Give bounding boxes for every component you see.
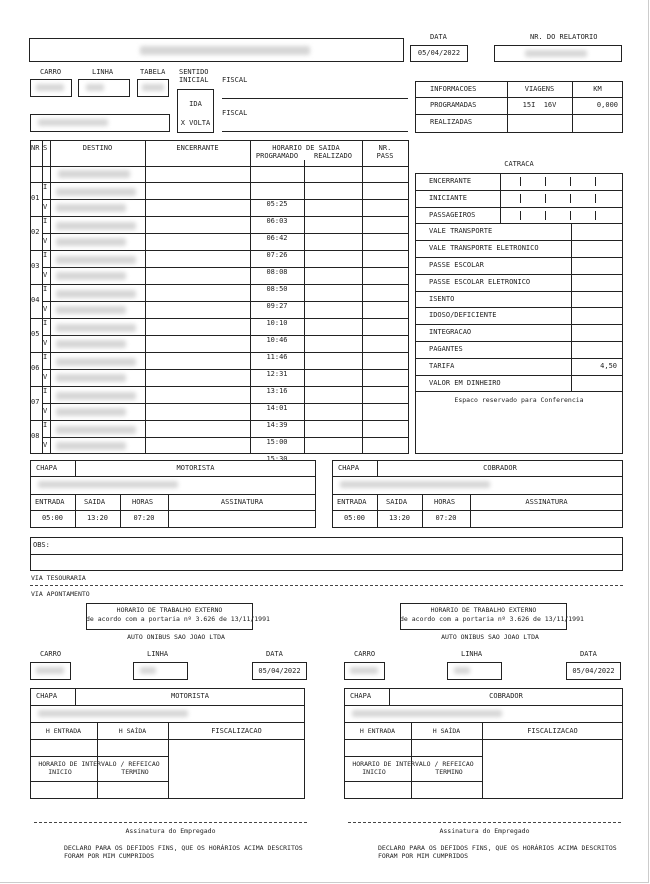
cob-entrada-value: 05:00 bbox=[343, 514, 366, 522]
fiscal-label-2: FISCAL bbox=[222, 109, 248, 117]
info-header-viagens: VIAGENS bbox=[524, 85, 555, 93]
fiscal-line-1 bbox=[222, 98, 408, 99]
signature-label: Assinatura do Empregado bbox=[125, 827, 216, 835]
slip-intervalo-title: HORARIO DE INTERVALO / REFEICAO bbox=[352, 760, 474, 768]
direction-i: I bbox=[43, 251, 48, 259]
trip-number: 07 bbox=[31, 398, 40, 406]
slip-fiscalizacao: FISCALIZACAO bbox=[211, 727, 262, 735]
fiscal-line-2 bbox=[222, 131, 408, 132]
slip-data-value: 05/04/2022 bbox=[572, 667, 615, 675]
mot-entrada-label: ENTRADA bbox=[35, 498, 65, 506]
col-encerrante: ENCERRANTE bbox=[176, 144, 219, 152]
redacted-slip-linha bbox=[454, 667, 470, 674]
trip-number: 05 bbox=[31, 330, 40, 338]
redacted-destino bbox=[56, 306, 126, 314]
catraca-counter-label: PASSAGEIROS bbox=[429, 210, 476, 219]
slip-linha-label: LINHA bbox=[147, 650, 169, 658]
slip-data-label: DATA bbox=[580, 650, 597, 658]
redacted-destino bbox=[56, 426, 136, 434]
info-programadas-viagens: 15I 16V bbox=[522, 101, 557, 109]
data-label: DATA bbox=[430, 33, 447, 41]
cob-horas-label: HORAS bbox=[434, 498, 456, 506]
direction-i: I bbox=[43, 319, 48, 327]
declaro-line-1: DECLARO PARA OS DEFIDOS FINS, QUE OS HORÁRIOS ACIMA DESCRITOS bbox=[378, 844, 617, 852]
programado-time: 15:00 bbox=[266, 438, 288, 446]
slip-linha-label: LINHA bbox=[461, 650, 483, 658]
cob-assinatura-label: ASSINATURA bbox=[525, 498, 568, 506]
signature-label: Assinatura do Empregado bbox=[439, 827, 530, 835]
redacted-slip-name bbox=[352, 710, 502, 717]
direction-v: V bbox=[43, 271, 48, 279]
redacted-destino bbox=[56, 238, 126, 246]
redacted-company-name bbox=[140, 46, 310, 55]
catraca-counter-label: INICIANTE bbox=[429, 193, 467, 202]
redacted-destino bbox=[56, 392, 136, 400]
cob-horas-value: 07:20 bbox=[435, 514, 457, 522]
redacted-destino bbox=[56, 290, 136, 298]
redacted-linha bbox=[86, 84, 104, 91]
catraca-item-label: VALE TRANSPORTE ELETRONICO bbox=[429, 244, 539, 253]
redacted-destino bbox=[56, 188, 136, 196]
direction-v: V bbox=[43, 305, 48, 313]
carro-label: CARRO bbox=[40, 68, 62, 76]
programado-time: 05:25 bbox=[266, 200, 288, 208]
cob-chapa-label: CHAPA bbox=[338, 464, 360, 472]
programado-time: 07:26 bbox=[266, 251, 288, 259]
direction-i: I bbox=[43, 183, 48, 191]
horario-externo-sub: de acordo com a portaria nº 3.626 de 13/11/1991 bbox=[86, 615, 270, 623]
horario-externo-title: HORARIO DE TRABALHO EXTERNO bbox=[116, 606, 223, 614]
col-s: S bbox=[43, 144, 48, 152]
col-nr: NR bbox=[31, 144, 40, 152]
col-destino: DESTINO bbox=[82, 144, 113, 152]
direction-v: V bbox=[43, 203, 48, 211]
info-row-programadas: PROGRAMADAS bbox=[430, 101, 477, 109]
slip-chapa-label: CHAPA bbox=[350, 692, 372, 700]
programado-time: 06:42 bbox=[266, 234, 288, 242]
redacted-destino bbox=[56, 340, 126, 348]
slip-h-saida: H SAÍDA bbox=[432, 727, 461, 735]
redacted-destino bbox=[56, 272, 126, 280]
slip-termino: TERMINO bbox=[121, 768, 149, 776]
redacted-carro bbox=[36, 84, 64, 91]
programado-time: 14:39 bbox=[266, 421, 288, 429]
via-tesouraria: VIA TESOURARIA bbox=[31, 574, 86, 582]
catraca-item-label: INTEGRACAO bbox=[429, 328, 472, 337]
direction-i: I bbox=[43, 285, 48, 293]
slip-inicio: INICIO bbox=[48, 768, 72, 776]
company-name: AUTO ONIBUS SAO JOAO LTDA bbox=[127, 633, 225, 641]
catraca-item-label: ISENTO bbox=[429, 294, 455, 303]
mot-saida-value: 13:20 bbox=[86, 514, 109, 522]
signature-line bbox=[34, 822, 307, 823]
direction-i: I bbox=[43, 421, 48, 429]
programado-time: 06:03 bbox=[266, 217, 288, 225]
info-row-realizadas: REALIZADAS bbox=[430, 118, 473, 126]
sentido-volta: X VOLTA bbox=[180, 119, 211, 127]
trip-number: 02 bbox=[31, 228, 40, 236]
info-header-informacoes: INFORMACOES bbox=[430, 85, 477, 93]
slip-motorista-title: MOTORISTA bbox=[171, 692, 209, 700]
slip-data-label: DATA bbox=[266, 650, 283, 658]
trip-number: 03 bbox=[31, 262, 40, 270]
declaro-line-1: DECLARO PARA OS DEFIDOS FINS, QUE OS HORÁRIOS ACIMA DESCRITOS bbox=[64, 844, 303, 852]
slip-data-value: 05/04/2022 bbox=[258, 667, 301, 675]
col-realizado: REALIZADO bbox=[314, 152, 352, 160]
horario-externo-sub: de acordo com a portaria nº 3.626 de 13/11/1991 bbox=[400, 615, 584, 623]
catraca-reserved: Espaco reservado para Conferencia bbox=[454, 396, 584, 404]
cob-entrada-label: ENTRADA bbox=[337, 498, 367, 506]
col-horario: HORARIO DE SAIDA bbox=[272, 144, 340, 152]
direction-i: I bbox=[43, 217, 48, 225]
redacted-motorista-name bbox=[38, 119, 108, 126]
redacted-destino bbox=[56, 204, 126, 212]
horario-externo-title: HORARIO DE TRABALHO EXTERNO bbox=[430, 606, 537, 614]
company-name: AUTO ONIBUS SAO JOAO LTDA bbox=[441, 633, 539, 641]
via-apontamento: VIA APONTAMENTO bbox=[31, 590, 90, 598]
col-programado: PROGRAMADO bbox=[255, 152, 299, 160]
redacted-slip-carro bbox=[350, 667, 378, 674]
programado-time: 15:30 bbox=[266, 455, 288, 463]
mot-assinatura-label: ASSINATURA bbox=[220, 498, 264, 506]
mot-title: MOTORISTA bbox=[176, 464, 215, 472]
direction-v: V bbox=[43, 441, 48, 449]
direction-v: V bbox=[43, 407, 48, 415]
cob-title: COBRADOR bbox=[483, 464, 517, 472]
signature-line bbox=[348, 822, 621, 823]
redacted-destino bbox=[56, 408, 126, 416]
programado-time: 13:16 bbox=[266, 387, 288, 395]
catraca-counter-label: ENCERRANTE bbox=[429, 177, 472, 185]
redacted-slip-linha bbox=[140, 667, 156, 674]
catraca-item-label: PASSE ESCOLAR bbox=[429, 261, 484, 269]
programado-time: 10:10 bbox=[266, 319, 288, 327]
redacted-slip-carro bbox=[36, 667, 64, 674]
programado-time: 08:50 bbox=[266, 285, 288, 293]
slip-termino: TERMINO bbox=[435, 768, 463, 776]
programado-time: 11:46 bbox=[266, 353, 288, 361]
redacted-slip-name bbox=[38, 710, 188, 717]
programado-time: 09:27 bbox=[266, 302, 288, 310]
programado-time: 10:46 bbox=[266, 336, 288, 344]
cob-saida-value: 13:20 bbox=[388, 514, 411, 522]
data-value: 05/04/2022 bbox=[417, 49, 461, 57]
redacted-cob-name bbox=[340, 481, 490, 488]
redacted-destino bbox=[56, 442, 126, 450]
redacted-destino bbox=[56, 324, 136, 332]
direction-v: V bbox=[43, 373, 48, 381]
slip-h-saida: H SAÍDA bbox=[118, 727, 147, 735]
info-header-km: KM bbox=[593, 85, 602, 93]
catraca-item-label: TARIFA bbox=[429, 361, 455, 370]
slip-fiscalizacao: FISCALIZACAO bbox=[527, 727, 578, 735]
slip-h-entrada: H ENTRADA bbox=[359, 727, 396, 735]
info-programadas-km: 0,000 bbox=[596, 101, 618, 109]
redacted-destino bbox=[58, 170, 130, 178]
col-nr-pass: NR. PASS bbox=[376, 144, 394, 160]
catraca-item-label: PAGANTES bbox=[429, 345, 463, 353]
trip-number: 08 bbox=[31, 432, 40, 440]
direction-v: V bbox=[43, 339, 48, 347]
trip-number: 06 bbox=[31, 364, 40, 372]
slip-carro-label: CARRO bbox=[40, 650, 62, 658]
catraca-item-label: VALOR EM DINHEIRO bbox=[429, 378, 501, 387]
slip-carro-label: CARRO bbox=[354, 650, 376, 658]
obs-label: OBS: bbox=[33, 541, 50, 549]
programado-time: 14:01 bbox=[266, 404, 288, 412]
catraca-title: CATRACA bbox=[504, 160, 534, 168]
slip-cobrador-title: COBRADOR bbox=[489, 692, 523, 700]
trip-number: 04 bbox=[31, 296, 40, 304]
programado-time: 08:08 bbox=[266, 268, 288, 276]
sentido-label: SENTIDO INICIAL bbox=[179, 68, 209, 84]
catraca-item-label: PASSE ESCOLAR ELETRONICO bbox=[429, 277, 531, 286]
nr-relatorio-label: NR. DO RELATORIO bbox=[530, 33, 598, 41]
mot-horas-label: HORAS bbox=[132, 498, 154, 506]
redacted-destino bbox=[56, 256, 136, 264]
mot-horas-value: 07:20 bbox=[133, 514, 155, 522]
slip-intervalo-title: HORARIO DE INTERVALO / REFEICAO bbox=[38, 760, 160, 768]
catraca-item-label: IDOSO/DEFICIENTE bbox=[429, 311, 497, 320]
declaro-line-2: FORAM POR MIM CUMPRIDOS bbox=[64, 852, 155, 860]
direction-i: I bbox=[43, 387, 48, 395]
trip-number: 01 bbox=[31, 194, 40, 202]
fiscal-label-1: FISCAL bbox=[222, 76, 248, 84]
mot-entrada-value: 05:00 bbox=[41, 514, 64, 522]
redacted-relatorio-number bbox=[525, 50, 587, 57]
direction-v: V bbox=[43, 237, 48, 245]
mot-chapa-label: CHAPA bbox=[36, 464, 58, 472]
cob-saida-label: SAIDA bbox=[386, 498, 408, 506]
redacted-tabela bbox=[142, 84, 164, 91]
linha-label: LINHA bbox=[92, 68, 114, 76]
declaro-line-2: FORAM POR MIM CUMPRIDOS bbox=[378, 852, 469, 860]
tarifa-value: 4,50 bbox=[600, 361, 617, 370]
direction-i: I bbox=[43, 353, 48, 361]
tabela-label: TABELA bbox=[140, 68, 166, 76]
redacted-destino bbox=[56, 222, 136, 230]
catraca-item-label: VALE TRANSPORTE bbox=[429, 227, 493, 236]
cut-line bbox=[30, 585, 623, 586]
redacted-destino bbox=[56, 358, 136, 366]
slip-chapa-label: CHAPA bbox=[36, 692, 58, 700]
programado-time: 12:31 bbox=[266, 370, 288, 378]
redacted-mot-name bbox=[38, 481, 178, 488]
slip-h-entrada: H ENTRADA bbox=[45, 727, 82, 735]
slip-inicio: INICIO bbox=[362, 768, 386, 776]
mot-saida-label: SAIDA bbox=[84, 498, 106, 506]
sentido-ida: IDA bbox=[189, 100, 202, 108]
redacted-destino bbox=[56, 374, 126, 382]
